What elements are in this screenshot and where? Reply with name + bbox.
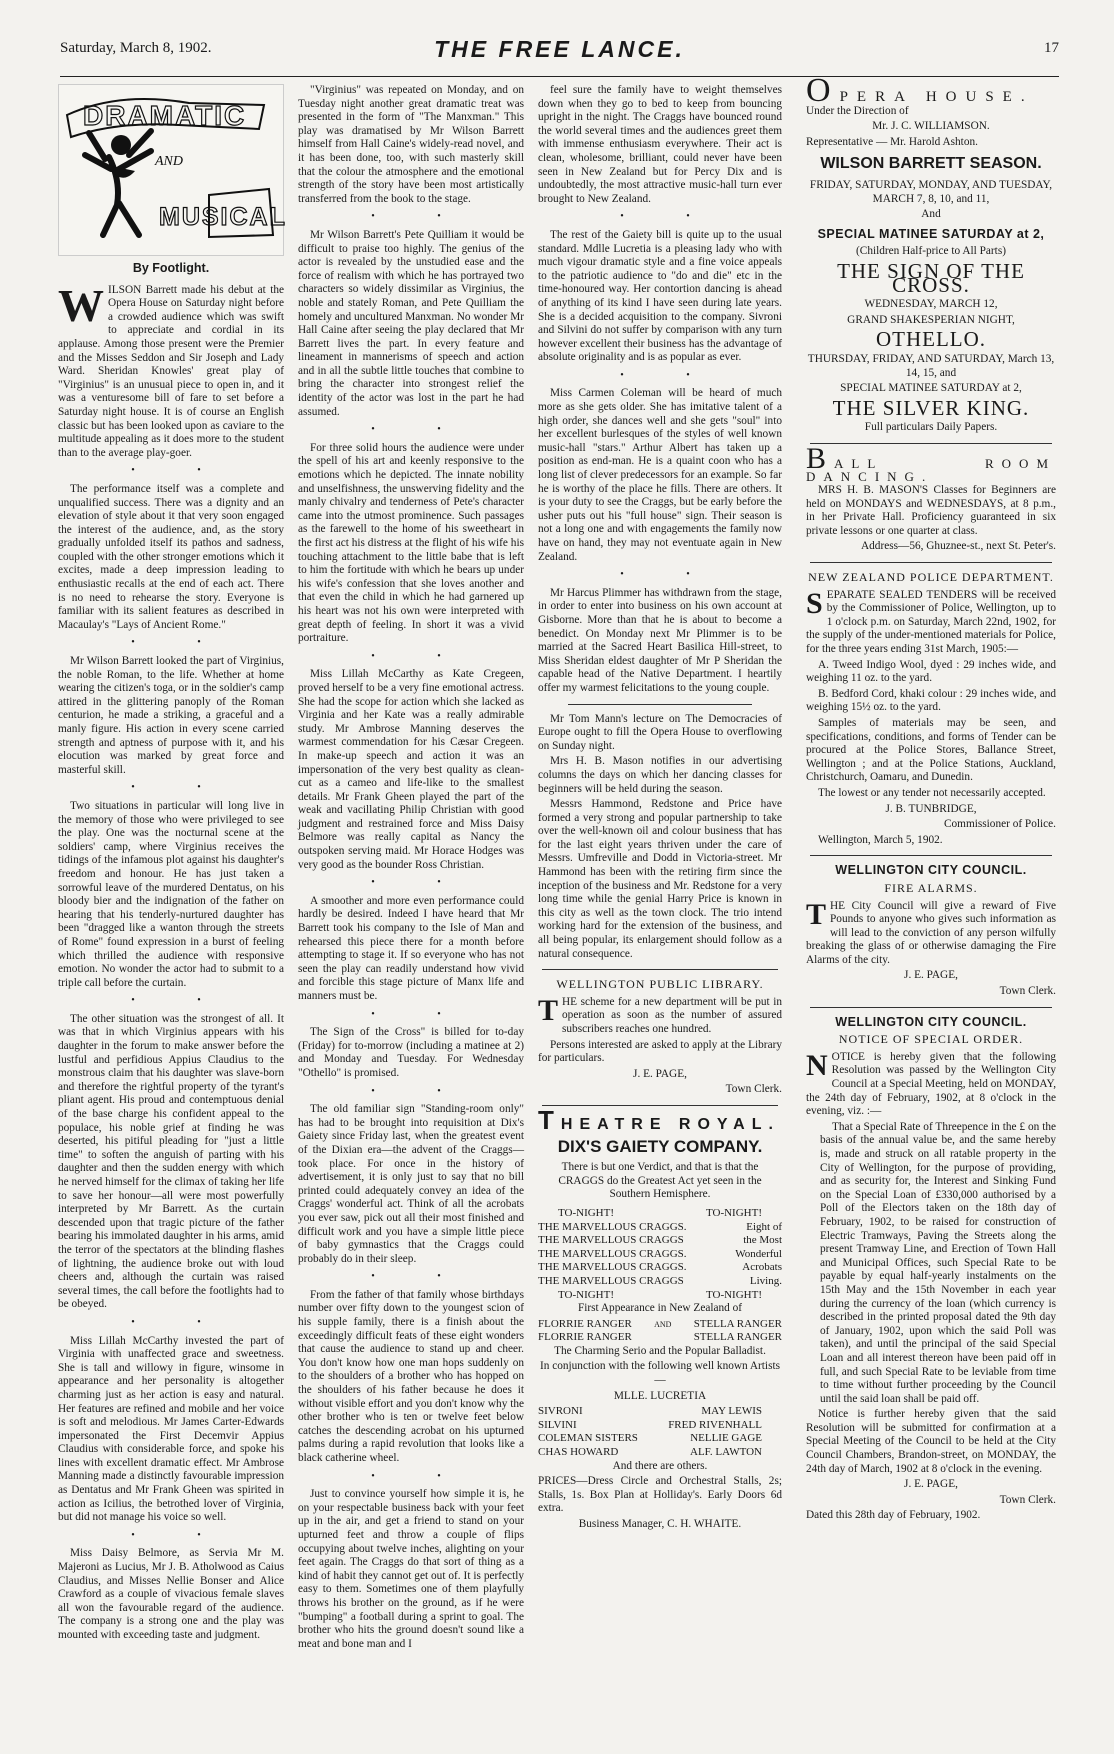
- fire-body: HE City Council will give a reward of Five Pounds to anyone who gives such information as will lead to the conviction of any person wilfully breaking the glass of or otherwise damaging the Fire Alarms of the city.: [806, 899, 1056, 966]
- lucretia-line: MLLE. LUCRETIA: [613, 1389, 707, 1402]
- notice-body: OTICE is hereby given that the following Resolution was passed by the Wellington City Council at a Special Meeting, held on MONDAY, the 24th day of February, 1902, at 8 o'clock in the evening, viz. :—: [806, 1050, 1057, 1118]
- newspaper-title: THE FREE LANCE.: [434, 36, 685, 62]
- divider: [542, 969, 778, 970]
- theatre-title: HEATRE ROYAL.: [560, 1115, 780, 1133]
- article-paragraph: The old familiar sign "Standing-room only" has had to be brought into requisition at Dix's Gaiety since Friday last, when the greatest event of the Dixian era—the advent of the Craggs—took place. For once in the history of advertisement, it is only just to say that no bill printed could adequately convey an idea of the Craggs' wonderful act. Think of all the acrobats you ever saw, pick out all their most finished and difficult work and you have a simple little piece of baby gymnastics that the Craggs could probably do in their sleep.: [298, 1103, 524, 1265]
- and-line: And: [921, 208, 941, 221]
- divider: [810, 443, 1052, 444]
- drop-cap: O: [806, 72, 840, 109]
- ballroom-dancing-ad: [806, 441, 1056, 554]
- police-title: NEW ZEALAND POLICE DEPARTMENT.: [808, 570, 1054, 585]
- separator-stars: • •: [371, 1470, 471, 1482]
- column-2: [298, 84, 524, 1653]
- children-line: (Children Half-price to All Parts): [856, 245, 1006, 258]
- theatre-royal-ad: [538, 1104, 782, 1532]
- separator-stars: • •: [371, 424, 471, 436]
- separator-stars: • •: [620, 369, 720, 381]
- council-title: WELLINGTON CITY COUNCIL.: [835, 863, 1027, 878]
- ballroom-title: ALL ROOM DANCING.: [806, 455, 1056, 485]
- others-line: And there are others.: [612, 1459, 708, 1472]
- direction-line: Under the Direction of: [806, 104, 909, 117]
- separator-stars: • •: [371, 650, 471, 662]
- police-tender-notice: [806, 571, 1056, 847]
- page-number: 17: [1044, 40, 1059, 56]
- article-paragraph: Mr Wilson Barrett looked the part of Virginius, the noble Roman, to the life. Whether at home wearing the citizen's toga, or in the soldier's camp attired in the glittering panoply of the Roman centurion, he made a striking, a graceful and a manly figure. His action in every scene carried strength and aptness of purpose with it, and his elocution was marked by great force and masterful skill.: [58, 655, 284, 776]
- fire-alarms-notice: [806, 864, 1056, 998]
- separator-stars: • •: [371, 1085, 471, 1097]
- library-body-2: Persons interested are asked to apply at the Library for particulars.: [538, 1038, 782, 1065]
- material-a: A. Tweed Indigo Wool, dyed : 29 inches wide, and weighing 11 oz. to the yard.: [806, 658, 1056, 685]
- craggs-row: THE MARVELLOUS CRAGGS. Acrobats: [538, 1261, 782, 1274]
- season-title: WILSON BARRETT SEASON.: [820, 155, 1042, 173]
- opera-house-ad: [806, 72, 1056, 435]
- artists-row: CHAS HOWARD ALF. LAWTON: [538, 1446, 762, 1459]
- logo-word-musical: MUSICAL: [159, 203, 285, 231]
- artists-row: COLEMAN SISTERS NELLIE GAGE: [538, 1432, 762, 1445]
- tonight-label: TO-NIGHT!: [705, 1206, 762, 1219]
- issue-date: Saturday, March 8, 1902.: [60, 40, 212, 56]
- police-date: Wellington, March 5, 1902.: [818, 833, 943, 846]
- article-paragraph: For three solid hours the audience were under the spell of his art and keenly responsive to the emotions which he depicted. The innate nobility and unselfishness, the unswerving fidelity and the manly chivalry and tenderness of Pete's character came into the utmost prominence. Such passages as the farewell to the home of his sweetheart in the first act his distress at the flight of his wife his touching attachment to the little babe that is left to him the fortitude with which he bears up under his wife's confession that she loves another and that even the child in which he had garnered up his heart was not his own were interpreted with great depth of feeling. In short it was a vivid portraiture.: [298, 441, 524, 645]
- article-paragraph: A smoother and more even performance could hardly be desired. Indeed I have heard that Mr Barrett took his company to the Isle of Man and rehearsed this piece there for a month before attempting to stage it. If so everyone who has not seen the play can readily understand how vivid and forcible this stage picture of Manx life and manners must be.: [298, 894, 524, 1002]
- council-title: WELLINGTON CITY COUNCIL.: [835, 1014, 1027, 1029]
- separator-stars: • •: [371, 1271, 471, 1283]
- article-paragraph: Mr Tom Mann's lecture on The Democracies of Europe ought to fill the Opera House to overflowing on Sunday night.: [538, 712, 782, 752]
- thursday-line: THURSDAY, FRIDAY, AND SATURDAY, March 13, 14, 15, and: [807, 352, 1055, 379]
- drop-cap: T: [806, 897, 827, 931]
- fire-signature: J. E. PAGE,: [904, 969, 958, 982]
- article-paragraph: Miss Lillah McCarthy as Kate Cregeen, proved herself to be a very fine emotional actress. She had the scope for action which she lacked as Virginia and her Kate was a really admirable study. Mr Ambrose Manning deserves the warmest commendation for his Cæsar Cregeen. In make-up speech and action it was an impersonation of the very best quality as clean-cut as a cameo and life-like to the smallest details. Mr Frank Gheen played the part of the weak and vacillating Philip Christian with good judgment and restrained force and Miss Daisy Belmore was really capital as Nancy the outspoken serving maid. Mr Horace Hodges was very good as the bounder Ross Christian.: [298, 668, 524, 871]
- play-title: THE SILVER KING.: [832, 395, 1030, 420]
- play-title: THE SIGN OF THE CROSS.: [837, 258, 1025, 297]
- separator-stars: • •: [131, 1316, 231, 1328]
- further-notice: Notice is further hereby given that the said Resolution will be submitted for confirmation at a Special Meeting of the Council to be held at the City Council Chambers, Brandon-street, on MONDAY, the 24th day of March, 1902 at 8 o'clock in the evening.: [806, 1408, 1056, 1475]
- craggs-row: THE MARVELLOUS CRAGGS. Eight of: [538, 1220, 782, 1233]
- conjunction-line: In conjunction with the following well known Artists—: [539, 1360, 781, 1387]
- article-paragraph: feel sure the family have to weight themselves down when they go to bed to keep from bouncing upright in the night. The Craggs have bounced round the world several times and the audiences greet them with immense enthusiasm everywhere. Their act is clean, wholesome, brilliant, could never have been seen in New Zealand but for Percy Dix and is undoubtedly, the most attractive music-hall turn ever brought to New Zealand.: [538, 84, 782, 205]
- wednesday-line: WEDNESDAY, MARCH 12,: [864, 298, 998, 311]
- separator-stars: • •: [131, 637, 231, 649]
- theatre-intro: There is but one Verdict, and that is that the CRAGGS do the Greatest Act yet seen in the Southern Hemisphere.: [558, 1161, 762, 1201]
- manager-line: Business Manager, C. H. WHAITE.: [578, 1518, 742, 1530]
- director-line: Mr. J. C. WILLIAMSON.: [872, 120, 990, 133]
- drop-cap: T: [538, 1104, 561, 1135]
- library-signature: J. E. PAGE,: [633, 1067, 687, 1080]
- divider: [810, 855, 1052, 856]
- drop-cap: N: [806, 1048, 828, 1082]
- craggs-row: THE MARVELLOUS CRAGGS the Most: [538, 1234, 782, 1247]
- notice-dated: Dated this 28th day of February, 1902.: [806, 1509, 981, 1522]
- drop-cap: S: [806, 586, 823, 620]
- article-paragraph: Mr Wilson Barrett's Pete Quilliam it would be difficult to praise too highly. The genius of the actor is revealed by the unstudied ease and the force of realism with which he has portrayed two characters so widely dissimilar as Virginius, the noble and stately Roman, and Pete Quilliam the homely and uncultured Manxman. No wonder Mr Hall Caine after seeing the play declared that Mr Barrett lives the part. In every feature and lineament in mannerisms of speech and action and in all the subtle little touches that combine to bring the character into strongest relief the identity of the actor was lost in the part he had assumed.: [298, 228, 524, 418]
- tonight-label: TO-NIGHT!: [558, 1288, 615, 1301]
- seriocomic-line: The Charming Serio and the Popular Balladist.: [554, 1344, 766, 1357]
- article-paragraph: Just to convince yourself how simple it is, he on your respectable business back with your feet up in the air, and get a friend to stand on your upturned feet and throw a couple of flips occupying about twelve inches, alighting on your feet again. The Craggs do that sort of thing as a kind of habit they cannot get out of. It is perfectly easy to them. Sometimes one of them playfully throws his brother on the ground, as if he were "bumping" a football during a sprint to goal. The brother who hits the ground doesn't sound like a meat and bone man and I: [298, 1488, 524, 1650]
- article-paragraph: The Sign of the Cross" is billed for to-day (Friday) for to-morrow (including a matinee at 2) and Monday and Tuesday. For Wednesday "Othello" is promised.: [298, 1026, 524, 1079]
- column-4: [806, 72, 1057, 1525]
- article-paragraph: Two situations in particular will long live in the memory of those who were privileged to see the play. One was the nocturnal scene at the soldiers' camp, where Virginius receives the tidings of the infamous plot against his daughter's freedom and honour. He has just taken a sorrowful leave of the murdered Dentatus, on his bloody bier and the indignation of the father on hearing that his tenderly-nurtured daughter has been "dragged like a wanton through the streets of Rome" found expression in a burst of feeling which thrilled the audience with responsive emotion. No wonder the actor had to submit to a triple call before the curtain.: [58, 799, 284, 989]
- separator-stars: • •: [131, 465, 231, 477]
- separator-stars: • •: [620, 569, 720, 581]
- byline: By Footlight.: [132, 261, 210, 275]
- separator-stars: • •: [131, 995, 231, 1007]
- notice-title: NOTICE OF SPECIAL ORDER.: [838, 1032, 1024, 1047]
- divider: [810, 562, 1052, 563]
- logo-word-and: AND: [155, 154, 183, 169]
- police-signature-title: Commissioner of Police.: [943, 818, 1056, 831]
- ballroom-body: MRS H. B. MASON'S Classes for Beginners are held on MONDAYS and WEDNESDAYS, at 8 p.m., in her Private Hall. Proficiency guaranteed in six private lessons or one quarter at class.: [806, 484, 1056, 537]
- separator-stars: • •: [371, 211, 471, 223]
- lowest-tender: The lowest or any tender not necessarily accepted.: [818, 786, 1046, 799]
- grand-night-line: GRAND SHAKESPERIAN NIGHT,: [847, 313, 1015, 326]
- season-dates: FRIDAY, SATURDAY, MONDAY, AND TUESDAY, MARCH 7, 8, 10, and 11,: [809, 178, 1053, 205]
- prices-line: PRICES—Dress Circle and Orchestral Stalls, 2s; Stalls, 1s. Box Plan at Holliday's. Early Doors 6d extra.: [538, 1475, 782, 1515]
- special-order-notice: [806, 1016, 1056, 1523]
- artists-row: SIVRONI MAY LEWIS: [538, 1405, 762, 1418]
- divider: [568, 704, 752, 705]
- article-paragraph: Mrs H. B. Mason notifies in our advertising columns the days on which her dancing classes for beginners will be held during the season.: [538, 755, 782, 795]
- article-paragraph: "Virginius" was repeated on Monday, and on Tuesday night another great dramatic treat was presented in the form of "The Manxman." This play was dramatised by Mr Wilson Barrett himself from Hall Caine's widely-read novel, and it has been done, too, with such masterly skill that the colour the atmosphere and the emotional strength of the story have been most artistically transferred from the book to the stage.: [298, 84, 524, 205]
- samples-line: Samples of materials may be seen, and specifications, conditions, and forms of Tender can be procured at the Police Stores, Ballance Street, Wellington ; and at the Police Stations, Auckland, Christchurch, Oamaru, and Dunedin.: [806, 716, 1056, 784]
- resolution-text: That a Special Rate of Threepence in the £ on the basis of the annual value be, and the same hereby is, made and struck on all ratable property in the City of Wellington, for the purpose of providing, and as security for, the Interest and Sinking Fund on the Special Loan of £330,000 authorised by a Poll of the Electors taken on the 18th day of February, 1902, to be raised for construction of Electric Tramways, Paving the Streets along the present Tramway Line, and Erection of Town Hall and Municipal Offices, such Special Rate to be payable by equal half-yearly instalments on the 15th May and the 15th November in each year during the currency of the loan (which currency is described in the printed proposal dated the 9th day of January, 1902, upon which the said Poll was taken), and until the principal of the said Special Loan and all interest thereon have been paid off in full, and such Special Rate to be leviable from time to time without further proceeding by the Council until the said loan shall be paid off.: [820, 1120, 1056, 1405]
- representative-line: Representative — Mr. Harold Ashton.: [806, 135, 978, 148]
- masthead: [60, 36, 1059, 77]
- police-signature: J. B. TUNBRIDGE,: [885, 802, 977, 815]
- tonight-label: TO-NIGHT!: [558, 1206, 615, 1219]
- artists-row: SILVINI FRED RIVENHALL: [538, 1418, 762, 1431]
- library-notice: [538, 978, 782, 1097]
- divider: [542, 1105, 778, 1106]
- article-paragraph: The performance itself was a complete and unqualified success. There was a dignity and an elevation of style about it that very soon engaged the interest of the audience, and, as the story gradually unfolded itself its pathos and sadness, coupled with the other stronger emotions which it excites, made a deep impression leading to enthusiastic recalls at the end of each act. There is no need to rehearse the story. Everyone is familiar with its salient features as described in Macaulay's "Lays of Ancient Rome.": [58, 482, 284, 631]
- drop-cap: B: [806, 441, 835, 475]
- notice-signature: J. E. PAGE,: [904, 1478, 958, 1491]
- ranger-row: FLORRIE RANGER STELLA RANGER: [538, 1331, 782, 1344]
- play-title: OTHELLO.: [875, 327, 987, 352]
- company-name: DIX'S GAIETY COMPANY.: [557, 1136, 763, 1156]
- fire-title: FIRE ALARMS.: [884, 880, 978, 895]
- tonight-label: TO-NIGHT!: [705, 1288, 762, 1301]
- separator-stars: • •: [131, 1529, 231, 1541]
- craggs-row: THE MARVELLOUS CRAGGS Living.: [538, 1274, 782, 1287]
- column-1: [58, 84, 284, 1645]
- library-signature-title: Town Clerk.: [725, 1083, 782, 1096]
- logo-word-dramatic: DRAMATIC: [83, 100, 247, 131]
- craggs-row: THE MARVELLOUS CRAGGS. Wonderful: [538, 1247, 782, 1260]
- matinee-line-2: SPECIAL MATINEE SATURDAY at 2,: [840, 382, 1022, 395]
- police-body: EPARATE SEALED TENDERS will be received by the Commissioner of Police, Wellington, up to 1 o'clock p.m. on Saturday, March 22nd, 1902, for the supply of the under-mentioned materials for Police, for the three years ending 31st March, 1905:—: [806, 588, 1056, 655]
- article-paragraph: Messrs Hammond, Redstone and Price have formed a very strong and popular partnership to take over the well-known oil and colour business that has for the last eight years thriven under the care of Messrs. Umfreville and Dodd in Victoria-street. Mr Hammond has been with the retiring firm since the inception of the business and Mr. Redstone for a very long time while the genial Harry Price is known in this city as well as the town clock. The trio intend working hard for the extension of the business, and all being popular, its enlargement should follow as a natural consequence.: [538, 798, 782, 960]
- article-paragraph: The rest of the Gaiety bill is quite up to the usual standard. Mdlle Lucretia is a pleasing lady who with much vigour dramatic style and a fine voice appeals to the patriotic audience to "do and die" etc in the time-honoured way. Her contortion dancing is ahead of anything of its kind I have seen during late years. She is a decided acquisition to the company. Sivroni and Silvini do not suffer by comparison with any turn however excellent their business has the advantage of absolute originality and is as popular as ever.: [538, 228, 782, 364]
- article-paragraph: WILSON Barrett made his debut at the Opera House on Saturday night before a crowded audience which was swift to appreciate and cordial in its applause. Among those present were the Premier and the Misses Seddon and Sir Joseph and Lady Ward. Sheridan Knowles' great play of "Virginius" is an unusual piece to open in, and it was a venturesome bill of fare to set before a Saturday night house. It is of course an English classic but has been looked upon as caviare to the multitude appealing as it does more to the student than to the average play-goer.: [58, 279, 284, 459]
- dramatic-musical-logo: [58, 84, 284, 256]
- full-particulars: Full particulars Daily Papers.: [864, 421, 998, 434]
- first-appearance: First Appearance in New Zealand of: [577, 1302, 743, 1315]
- divider: [810, 1007, 1052, 1008]
- article-paragraph: Miss Daisy Belmore, as Servia Mr M. Majeroni as Lucius, Mr J. B. Atholwood as Caius Claudius, and Misses Nellie Bonser and Alice Crawford as a couple of vivacious female slaves all won the favourable regard of the audience. The company is a strong one and the play was mounted with exceeding taste and judgment.: [58, 1547, 284, 1641]
- notice-signature-title: Town Clerk.: [999, 1493, 1056, 1506]
- library-title: WELLINGTON PUBLIC LIBRARY.: [556, 977, 764, 992]
- fire-signature-title: Town Clerk.: [999, 985, 1056, 998]
- article-paragraph: Miss Lillah McCarthy invested the part of Virginia with unaffected grace and sweetness. She is tall and willowy in figure, winsome in appearance and her personality is altogether charming just as her action is easy and natural. Her features are refined and mobile and her voice is soft and melodious. Mr James Carter-Edwards impersonated the First Decemvir Appius Claudius with considerable force, and spoke his lines with excellent dramatic effect. Mr Ambrose Manning made a distinctly favourable impression as Dentatus and Mr Frank Gheen was spirited in action as Icilius, the betrothed lover of Virginia, but did not manage his voice so well.: [58, 1334, 284, 1524]
- library-body: HE scheme for a new department will be put in operation as soon as the number of assured subscribers reaches one hundred.: [562, 995, 782, 1035]
- separator-stars: • •: [371, 1008, 471, 1020]
- opera-title: PERA HOUSE.: [839, 89, 1034, 105]
- material-b: B. Bedford Cord, khaki colour : 29 inches wide, and weighing 15½ oz. to the yard.: [806, 687, 1056, 714]
- ranger-row: FLORRIE RANGER AND STELLA RANGER: [538, 1317, 782, 1330]
- jester-illustration: [59, 85, 285, 255]
- article-paragraph: Mr Harcus Plimmer has withdrawn from the stage, in order to enter into business on his own account at Gisborne. More than that he is about to become a benedict. On Monday next Mr Plimmer is to be married at the Sacred Heart Basilica Hill-street, to Miss Sheridan eldest daughter of Mr P Sheridan the capable head of the Native Department. I heartily offer my warmest felicitations to the young couple.: [538, 586, 782, 694]
- drop-cap: W: [58, 279, 104, 331]
- separator-stars: • •: [620, 211, 720, 223]
- article-paragraph: The other situation was the strongest of all. It was that in which Virginius appears with his daughter in the forum to make answer before the lustful and perfidious Appius Claudius to the monstrous claim that his daughter was slave-born and therefore the rightful property of the tyrant's pliant agent. His proud and contemptuous denial of the base charge his confident appeal to the populace, his noble grief at finding he was deserted, his pitiful pleading for "just a little time" to soften the anguish of parting with his daughter and then the sudden energy with which he nerved himself for the climax of taking her life to save her honour—all were most powerfully interpreted by Mr Barrett. As the curtain descended upon that tragic picture of the father bearing his immolated daughter in his arms, amid the terror of the spectators at the blinding flashes of lightning, the audience broke out with loud cheers and, although the curtain was raised several times, the call before the footlights had to be obeyed.: [58, 1012, 284, 1311]
- matinee-line: SPECIAL MATINEE SATURDAY at 2,: [817, 226, 1045, 241]
- ballroom-address: Address—56, Ghuznee-st., next St. Peter's.: [861, 540, 1056, 553]
- separator-stars: • •: [371, 877, 471, 889]
- drop-cap: T: [538, 993, 559, 1027]
- column-3: [538, 84, 782, 1534]
- separator-stars: • •: [131, 782, 231, 794]
- article-paragraph: From the father of that family whose birthdays number over fifty down to the youngest scion of his supple family, there is a finish about the exceedingly difficult feats of these eight wonders that cause the audience to stand up and cheer. You don't know how one man hops suddenly on to the shoulders of a brother who has hopped on the shoulders of his father because he does it without visible effort and you don't know why the other brother who is ten or twelve feet below catches the descending acrobat on his upturned palms during a rapid revolution that looks like a black catherine wheel.: [298, 1288, 524, 1464]
- article-paragraph: Miss Carmen Coleman will be heard of much more as she gets older. She has imitative talent of a high order, she dances well and she gets "soul" into her excellent burlesques of the styles of well known music-hall "stars." Arthur Albert has taken up a position as end-man. He is a quaint coon who has a long list of clever predecessors for an example. So far he is worthy of the place he fills. There are others. It is your duty to see the Craggs, but be early before the usher puts out his "full house" sign. Their season is not a long one and with engagements the family now have on hand, they may not eventuate again in New Zealand.: [538, 387, 782, 563]
